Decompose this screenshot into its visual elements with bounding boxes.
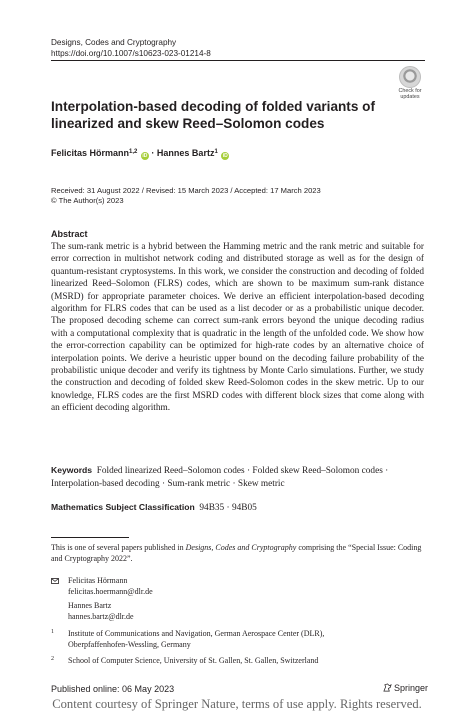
msc-codes: 94B35 · 94B05	[199, 503, 257, 513]
abstract-text: The sum-rank metric is a hybrid between the Hamming metric and the rank metric and suitable for error correction in multishot network coding and distributed storage as well as for the design of quantum-resistant cryptosystems. In this work, we consider the construction and decoding of folded linearized Reed–Solomon (FLRS) codes, which are shown to be maximum sum-rank distance (MSRD) for appropriate parameter choices. We derive an efficient interpolation-based decoding algorithm for FLRS codes that can be used as a list decoder or as a probabilistic unique decoder. The proposed decoding scheme can correct sum-rank errors beyond the unique decoding radius with a computational complexity that is quadratic in the length of the unfolded code. We show how the error-correction capability can be optimized for high-rate codes by an alternative choice of interpolation points. We derive a heuristic upper bound on the decoding failure probability of the probabilistic unique decoder and verify its tightness by Monte Carlo simulations. Further, we study the construction and decoding of folded skew Reed-Solomon codes in the skew metric. Up to our knowledge, FLRS codes are the first MSRD codes with different block sizes that come along with an efficient decoding algorithm.	[51, 242, 424, 414]
check-updates-line2: updates	[400, 94, 420, 100]
received-dates: Received: 31 August 2022 / Revised: 15 March 2023 / Accepted: 17 March 2023	[51, 186, 321, 195]
msc-label: Mathematics Subject Classification	[51, 502, 195, 512]
author-name[interactable]: Hannes Bartz	[156, 148, 215, 158]
check-for-updates-icon	[399, 66, 421, 88]
footnote-after: comprising the “Special Issue: Coding and Cryptography 2022”.	[51, 543, 422, 563]
courtesy-notice: Content courtesy of Springer Nature, terms of use apply. Rights reserved.	[52, 697, 422, 711]
contact-name: Hannes Bartz	[68, 601, 112, 610]
affiliation-line: Oberpfaffenhofen-Wessling, Germany	[68, 639, 191, 649]
author-affiliation-marker: 1	[214, 149, 218, 155]
affiliation-line: Institute of Communications and Navigation, German Aerospace Center (DLR),	[68, 629, 325, 638]
affiliation-2	[51, 656, 424, 668]
affiliation-1	[51, 629, 424, 651]
orcid-icon[interactable]: iD	[222, 153, 228, 159]
author-affiliation-marker: 1,2	[129, 149, 138, 155]
affiliation-line: School of Computer Science, University of St. Gallen, St. Gallen, Switzerland	[68, 656, 319, 665]
copyright-line: © The Author(s) 2023	[51, 196, 124, 205]
journal-name: Designs, Codes and Cryptography	[51, 38, 177, 47]
contact-email[interactable]: felicitas.hoermann@dlr.de	[68, 586, 153, 596]
footnote-rule	[51, 537, 129, 538]
orcid-icon[interactable]: iD	[142, 153, 148, 159]
footnote-journal: Designs, Codes and Cryptography	[185, 543, 297, 552]
keywords-text: Folded linearized Reed–Solomon codes · Folded skew Reed–Solomon codes · Interpolation-based decoding · Sum-rank metric · Skew metric	[51, 466, 389, 489]
contact-entry	[68, 601, 134, 622]
published-online: Published online: 06 May 2023	[51, 684, 175, 694]
contact-entry	[68, 576, 153, 597]
keywords-block	[51, 464, 424, 491]
dates-block	[51, 186, 321, 206]
special-issue-footnote	[51, 543, 424, 564]
contact-name: Felicitas Hörmann	[68, 576, 128, 585]
contact-block	[51, 576, 351, 624]
abstract-heading: Abstract	[51, 229, 88, 239]
publisher-name: Springer	[394, 683, 429, 693]
affiliation-number: 2	[51, 656, 54, 662]
author-line	[51, 148, 229, 160]
envelope-icon	[51, 578, 59, 584]
springer-horse-icon	[383, 683, 392, 692]
header-rule	[51, 60, 425, 61]
check-updates-line1: Check for	[398, 88, 422, 94]
affiliation-number: 1	[51, 629, 54, 635]
author-name[interactable]: Felicitas Hörmann	[51, 148, 130, 158]
doi-link[interactable]: https://doi.org/10.1007/s10623-023-01214-8	[51, 49, 211, 58]
contact-email[interactable]: hannes.bartz@dlr.de	[68, 611, 134, 621]
footnote-before: This is one of several papers published in	[51, 543, 186, 552]
author-separator: ·	[151, 148, 155, 158]
keywords-label: Keywords	[51, 465, 93, 475]
check-for-updates-badge[interactable]	[393, 65, 427, 101]
journal-header	[51, 37, 211, 59]
paper-title: Interpolation-based decoding of folded variants of linearized and skew Reed–Solomon codes	[51, 99, 375, 131]
msc-block	[51, 502, 257, 513]
publisher-logo[interactable]	[383, 683, 428, 693]
